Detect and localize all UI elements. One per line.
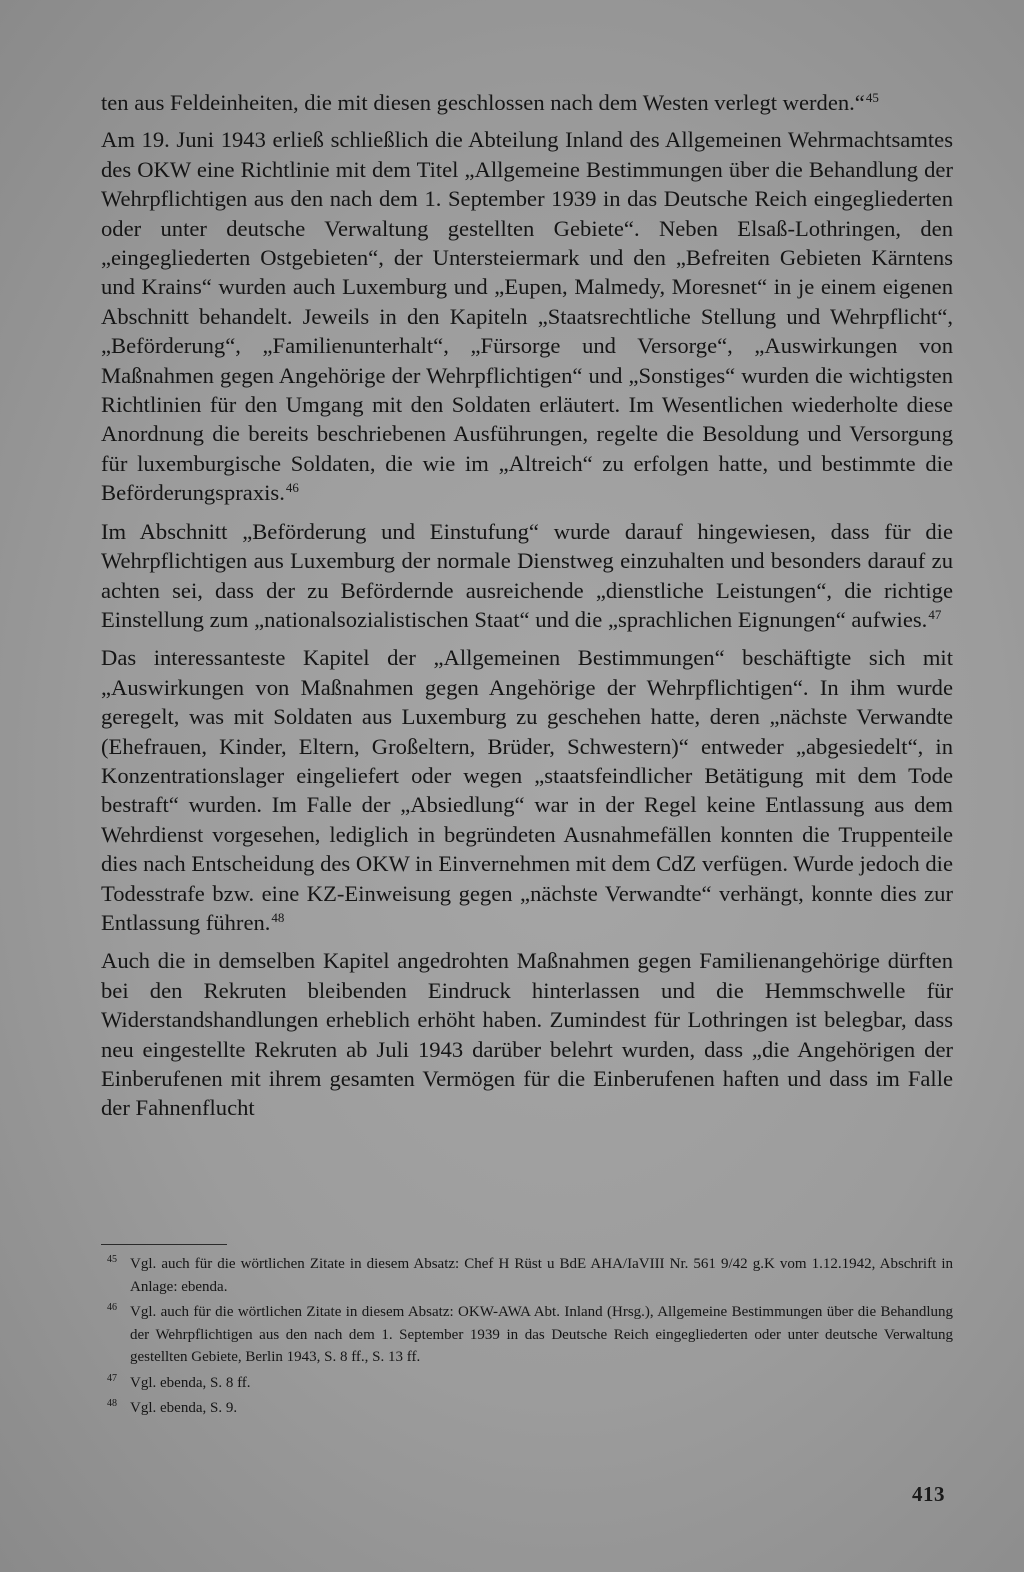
footnote-number: 47 xyxy=(107,1372,117,1384)
footnote-45 xyxy=(101,1253,953,1298)
footnote-ref[interactable]: 45 xyxy=(865,90,879,105)
footnote-number: 48 xyxy=(107,1398,117,1409)
footnote-ref[interactable]: 46 xyxy=(285,480,299,496)
footnotes-section xyxy=(101,1253,953,1423)
paragraph-text: Am 19. Juni 1943 erließ schließlich die Abteilung Inland des Allgemeinen Wehrmachtsamtes des OKW eine Richtlinie mit dem Titel „Allgemeine Bestimmungen über die Behandlung der Wehrpflichtigen aus den nach dem 1. September 1939 in das Deutsche Reich eingegliederten oder unter deutsche Verwaltung gestellten Gebiete“. Neben Elsaß-Lothringen, den „eingegliederten Ostgebieten“, der Untersteiermark und den „Befreiten Gebieten Kärntens und Krains“ wurden auch Luxemburg und „Eupen, Malmedy, Moresnet“ in je einem eigenen Abschnitt behandelt. Jeweils in den Kapiteln „Staatsrechtliche Stellung und Wehrpflicht“, „Beförderung“, „Familienunterhalt“, „Fürsorge und Versorge“, „Auswirkungen von Maßnahmen gegen Angehörige der Wehrpflichtigen“ und „Sonstiges“ wurden die wichtigsten Richtlinien für den Umgang mit den Soldaten erläutert. Im Wesentlichen wiederholte diese Anordnung die bereits beschriebenen Ausführungen, regelte die Besoldung und Versorgung für luxemburgische Soldaten, die wie im „Altreich“ zu erfolgen hatte, und bestimmte die Beförderungspraxis. xyxy=(101,127,953,506)
footnote-text: Vgl. auch für die wörtlichen Zitate in diesem Absatz: Chef H Rüst u BdE AHA/IaVIII Nr. 561 9/42 g.K vom 1.12.1942, Abschrift in Anlage: ebenda. xyxy=(130,1256,953,1295)
paragraph-text: Das interessanteste Kapitel der „Allgemeinen Bestimmungen“ beschäftigte sich mit „Auswirkungen von Maßnahmen gegen Angehörige der Wehrpflichtigen“. In ihm wurde geregelt, was mit Soldaten aus Luxemburg zu geschehen hatte, deren „nächste Verwandte (Ehefrauen, Kinder, Eltern, Großeltern, Brüder, Schwestern)“ entweder „abgesiedelt“, in Konzentrationslager eingeliefert oder wegen „staatsfeindlicher Betätigung mit dem Tode bestraft“ wurden. Im Falle der „Absiedlung“ war in der Regel keine Entlassung aus dem Wehrdienst vorgesehen, lediglich in begründeten Ausnahmefällen konnten die Truppenteile dies nach Entscheidung des OKW in Einvernehmen mit dem CdZ verfügen. Wurde jedoch die Todesstrafe bzw. eine KZ-Einweisung gegen „nächste Verwandte“ verhängt, konnte dies zur Entlassung führen. xyxy=(101,645,953,935)
paragraph-1 xyxy=(101,88,953,117)
footnote-ref[interactable]: 48 xyxy=(271,909,285,925)
footnote-ref[interactable]: 47 xyxy=(928,606,942,622)
footnote-text: Vgl. ebenda, S. 8 ff. xyxy=(130,1374,251,1391)
footnote-48 xyxy=(101,1397,953,1420)
footnote-47 xyxy=(101,1372,953,1395)
footnote-number: 46 xyxy=(107,1302,117,1313)
footnote-text: Vgl. ebenda, S. 9. xyxy=(130,1400,238,1416)
main-text xyxy=(101,88,953,1123)
paragraph-5 xyxy=(101,946,953,1122)
footnote-46 xyxy=(101,1301,953,1369)
page-body xyxy=(101,88,953,1132)
paragraph-3 xyxy=(101,517,953,635)
footnote-number: 45 xyxy=(107,1254,117,1265)
footnote-text: Vgl. auch für die wörtlichen Zitate in diesem Absatz: OKW-AWA Abt. Inland (Hrsg.), Allgemeine Bestimmungen über die Behandlung der Wehrpflichtigen aus den nach dem 1. September 1939 in das Deutsche Reich eingegliederten oder unter deutsche Verwaltung gestellten Gebiete, Berlin 1943, S. 8 ff., S. 13 ff. xyxy=(130,1304,953,1365)
paragraph-text: Im Abschnitt „Beförderung und Einstufung“ wurde darauf hingewiesen, dass für die Wehrpflichtigen aus Luxemburg der normale Dienstweg einzuhalten und besonders darauf zu achten sei, dass der zu Befördernde ausreichende „dienstliche Leistungen“, die richtige Einstellung zum „nationalsozialistischen Staat“ und die „sprachlichen Eignungen“ aufwies. xyxy=(101,518,953,632)
paragraph-text: Auch die in demselben Kapitel angedrohten Maßnahmen gegen Familienangehörige dürften bei den Rekruten bleibenden Eindruck hinterlassen und die Hemmschwelle für Widerstandshandlungen erheblich erhöht haben. Zumindest für Lothringen ist belegbar, dass neu eingestellte Rekruten ab Juli 1943 darüber belehrt wurden, dass „die Angehörigen der Einberufenen mit ihrem gesamten Vermögen für die Einberufenen haften und dass im Falle der Fahnenflucht xyxy=(101,948,953,1121)
page-number: 413 xyxy=(912,1482,945,1506)
paragraph-2 xyxy=(101,125,953,507)
paragraph-4 xyxy=(101,643,953,937)
paragraph-text: ten aus Feldeinheiten, die mit diesen geschlossen nach dem Westen verlegt werden.“ xyxy=(101,90,865,115)
footnote-divider xyxy=(101,1244,227,1245)
